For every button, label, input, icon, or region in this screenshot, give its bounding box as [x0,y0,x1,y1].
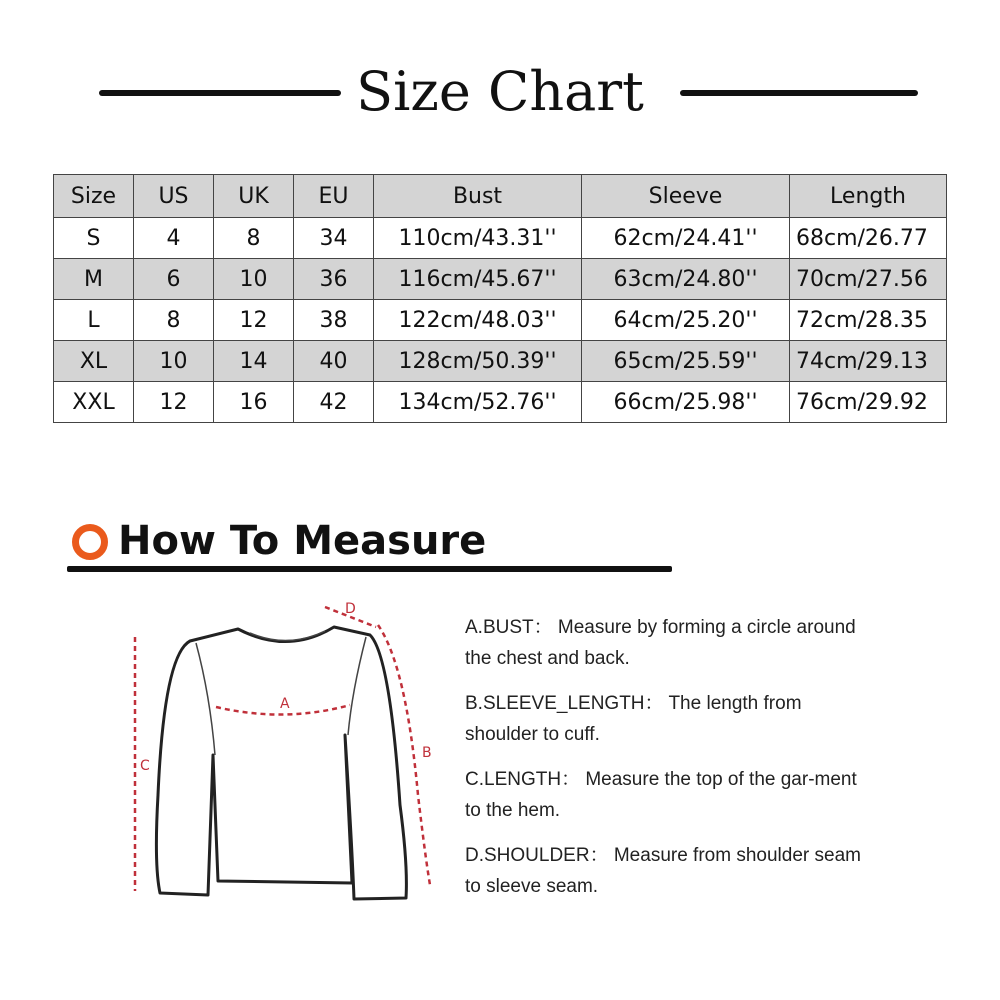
cell-size: L [54,300,134,341]
cell-uk: 14 [214,341,294,382]
cell-length: 72cm/28.35 [790,300,947,341]
cell-length: 70cm/27.56 [790,259,947,300]
cell-size: XL [54,341,134,382]
definition-shoulder: D.SHOULDER： Measure from shoulder seam to sleeve seam. [465,845,861,897]
table-row [54,259,947,300]
cell-us: 10 [134,341,214,382]
cell-bust: 116cm/45.67'' [374,259,582,300]
cell-length: 76cm/29.92 [790,382,947,423]
shirt-outline [156,627,406,899]
header-bust: Bust [374,175,582,218]
bullet-icon [72,524,108,560]
cell-sleeve: 62cm/24.41'' [582,218,790,259]
cell-eu: 38 [294,300,374,341]
cell-us: 6 [134,259,214,300]
header-size: Size [54,175,134,218]
page-title: Size Chart [356,60,644,123]
header-us: US [134,175,214,218]
definition-length: C.LENGTH： Measure the top of the gar-ment to the hem. [465,769,857,821]
cell-length: 68cm/26.77 [790,218,947,259]
header-eu: EU [294,175,374,218]
cell-eu: 36 [294,259,374,300]
table-row [54,218,947,259]
table-header-row [54,175,947,218]
cell-length: 74cm/29.13 [790,341,947,382]
section-underline [67,566,672,572]
cell-bust: 128cm/50.39'' [374,341,582,382]
cell-sleeve: 64cm/25.20'' [582,300,790,341]
cell-us: 4 [134,218,214,259]
label-d: D [345,601,356,617]
cell-bust: 122cm/48.03'' [374,300,582,341]
header-uk: UK [214,175,294,218]
cell-size: XXL [54,382,134,423]
cell-uk: 12 [214,300,294,341]
cell-sleeve: 63cm/24.80'' [582,259,790,300]
cell-eu: 40 [294,341,374,382]
cell-eu: 42 [294,382,374,423]
cell-sleeve: 65cm/25.59'' [582,341,790,382]
cell-sleeve: 66cm/25.98'' [582,382,790,423]
table-row [54,341,947,382]
measure-definitions [465,612,865,916]
left-seam [196,643,215,755]
cell-size: M [54,259,134,300]
label-a: A [280,696,290,712]
size-table [53,174,947,423]
cell-eu: 34 [294,218,374,259]
right-seam [348,637,366,735]
section-title: How To Measure [118,518,487,564]
definition-sleeve: B.SLEEVE_LENGTH： The length from shoulder to cuff. [465,693,802,745]
cell-uk: 8 [214,218,294,259]
cell-uk: 10 [214,259,294,300]
table-row [54,382,947,423]
cell-us: 8 [134,300,214,341]
shirt-illustration [120,595,450,915]
definition-bust: A.BUST： Measure by forming a circle around the chest and back. [465,617,856,669]
label-c: C [140,758,150,774]
cell-bust: 134cm/52.76'' [374,382,582,423]
cell-us: 12 [134,382,214,423]
cell-uk: 16 [214,382,294,423]
header-sleeve: Sleeve [582,175,790,218]
header-length: Length [790,175,947,218]
title-rule-right [680,90,918,96]
cell-size: S [54,218,134,259]
table-row [54,300,947,341]
label-b: B [422,745,432,761]
cell-bust: 110cm/43.31'' [374,218,582,259]
